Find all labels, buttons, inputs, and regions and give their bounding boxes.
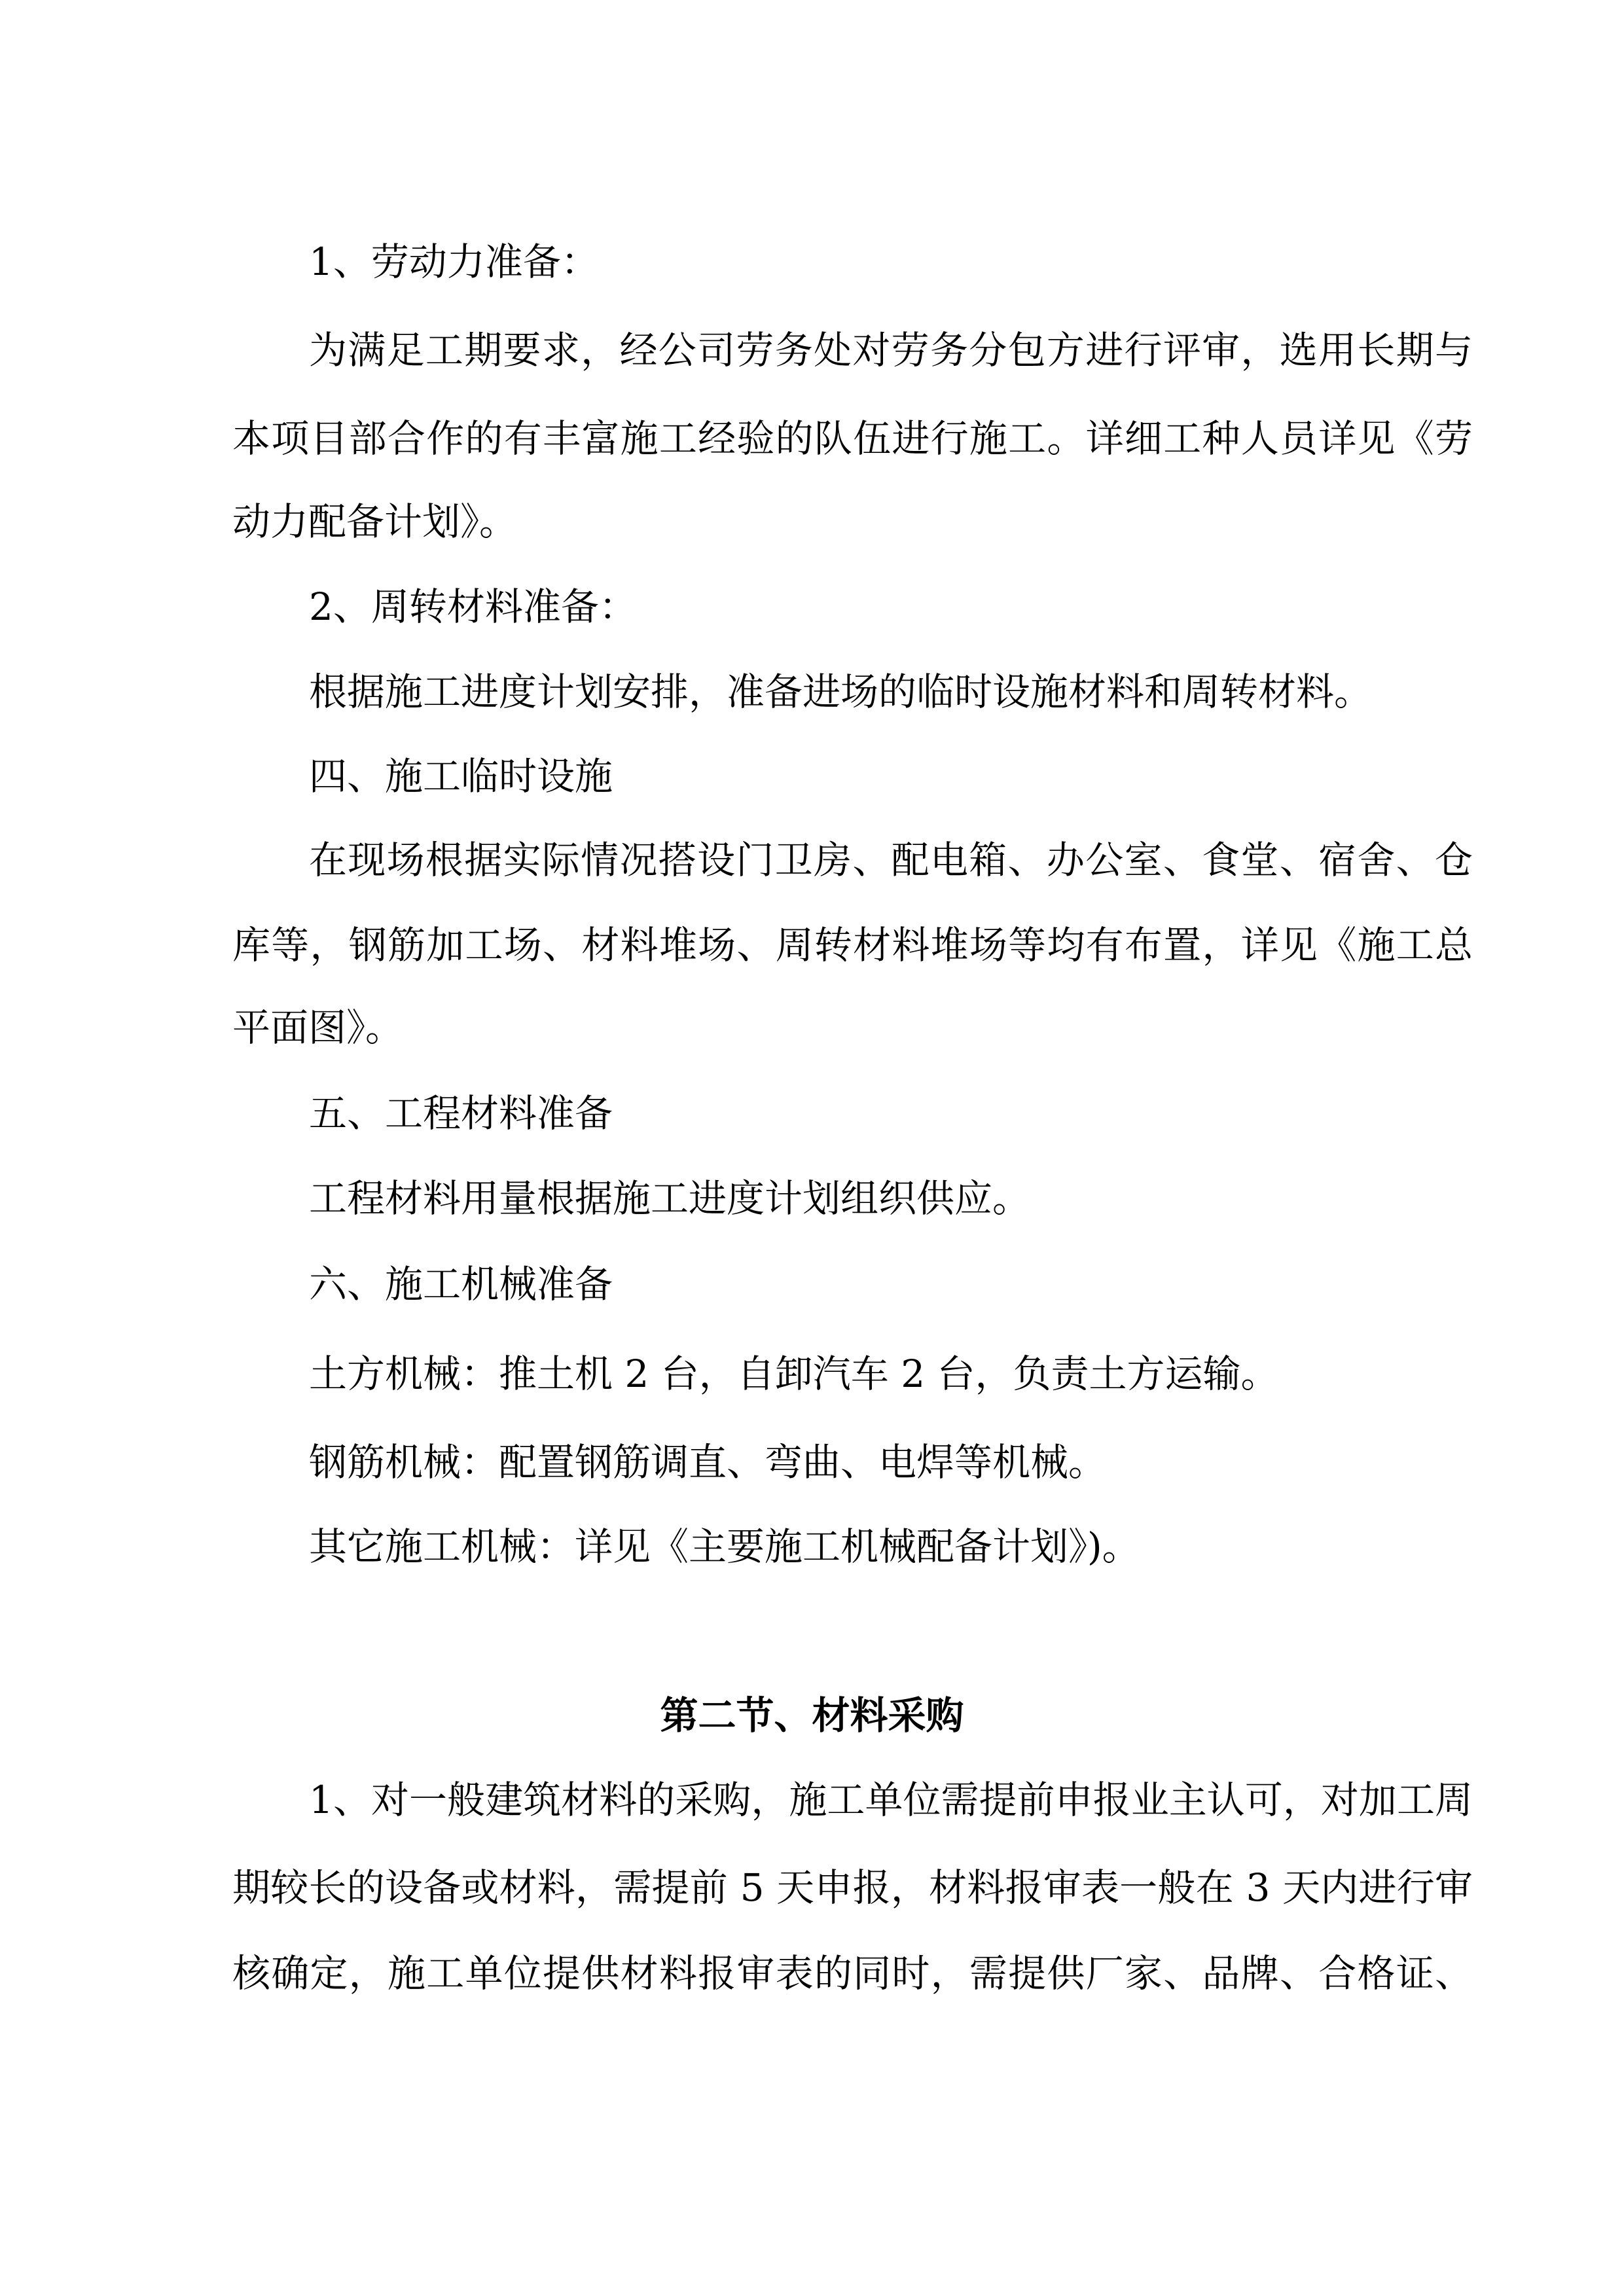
paragraph-line: 期较长的设备或材料，需提前 5 天申报，材料报审表一般在 3 天内进行审: [232, 1865, 1473, 1910]
paragraph-line: 工程材料用量根据施工进度计划组织供应。: [309, 1176, 1031, 1221]
paragraph-line: 平面图》。: [232, 1005, 404, 1050]
section-heading-materials: 五、工程材料准备: [309, 1091, 613, 1136]
section-title-procurement: 第二节、材料采购: [660, 1693, 964, 1738]
paragraph-line: 土方机械：推土机 2 台，自卸汽车 2 台，负责土方运输。: [309, 1352, 1279, 1396]
paragraph-line: 动力配备计划》。: [232, 499, 518, 544]
paragraph-line: 库等，钢筋加工场、材料堆场、周转材料堆场等均有布置，详见《施工总: [232, 923, 1473, 967]
paragraph-line: 其它施工机械：详见《主要施工机械配备计划》)。: [309, 1524, 1140, 1569]
paragraph-line: 本项目部合作的有丰富施工经验的队伍进行施工。详细工种人员详见《劳: [232, 416, 1473, 461]
paragraph-line: 在现场根据实际情况搭设门卫房、配电箱、办公室、食堂、宿舍、仓: [309, 838, 1473, 882]
section-heading-machinery: 六、施工机械准备: [309, 1262, 613, 1306]
subheading-materials: 2、周转材料准备：: [309, 584, 637, 629]
paragraph-line: 为满足工期要求，经公司劳务处对劳务分包方进行评审，选用长期与: [309, 328, 1473, 372]
paragraph-line: 1、对一般建筑材料的采购，施工单位需提前申报业主认可，对加工周: [309, 1778, 1473, 1822]
paragraph-line: 钢筋机械：配置钢筋调直、弯曲、电焊等机械。: [309, 1440, 1107, 1484]
subheading-labor: 1、劳动力准备：: [309, 240, 599, 284]
paragraph-line: 核确定，施工单位提供材料报审表的同时，需提供厂家、品牌、合格证、: [232, 1951, 1473, 1996]
section-heading-temp-facilities: 四、施工临时设施: [309, 754, 613, 798]
paragraph-line: 根据施工进度计划安排，准备进场的临时设施材料和周转材料。: [309, 670, 1373, 714]
